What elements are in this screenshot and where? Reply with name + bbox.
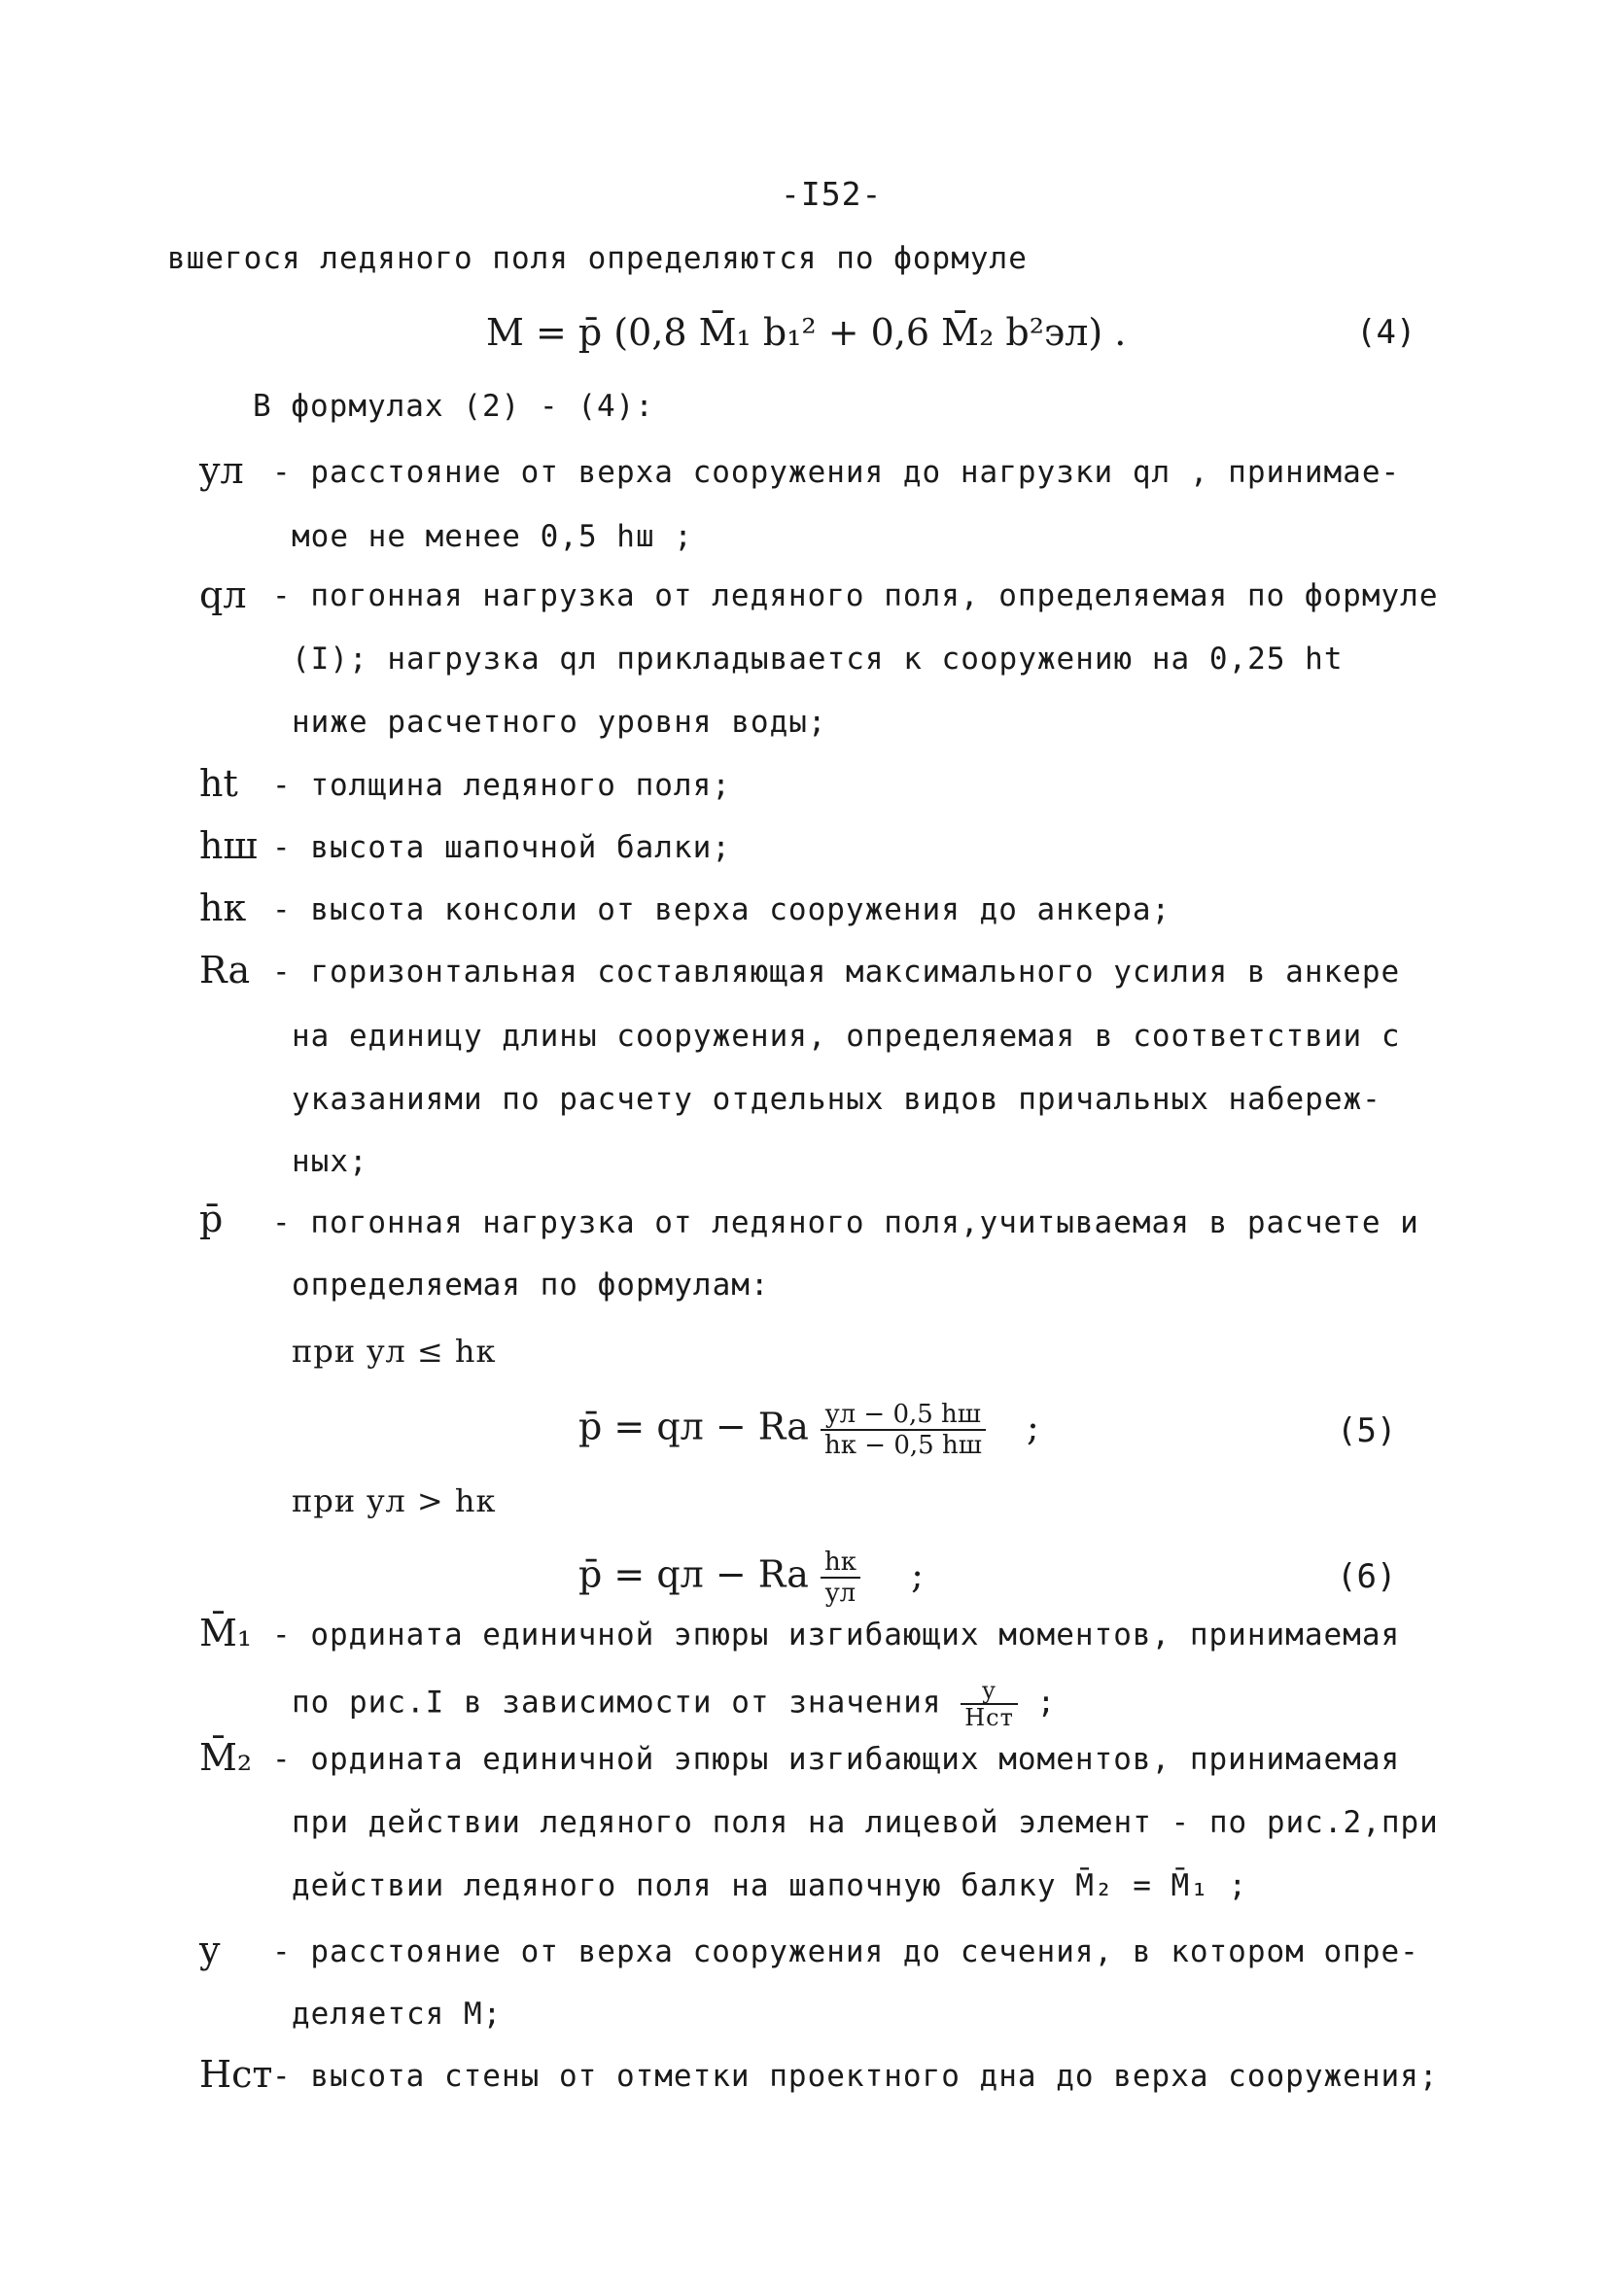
symbol-r-a: Ra bbox=[199, 949, 251, 991]
def-h-k: - высота консоли от верха сооружения до анкера; bbox=[272, 892, 1171, 927]
formula-4: M = p̄ (0,8 M̄₁ b₁² + 0,6 M̄₂ b²эл) . bbox=[486, 311, 1127, 354]
formula-6-tail: ; bbox=[911, 1552, 924, 1596]
def-y-l-line2: мое не менее 0,5 hш ; bbox=[292, 519, 693, 554]
symbol-h-sh: hш bbox=[199, 824, 258, 867]
formula-5-fraction bbox=[821, 1400, 986, 1460]
condition-6: при yл > hк bbox=[292, 1482, 497, 1519]
def-m1-fraction-num: y bbox=[961, 1678, 1018, 1705]
def-h-st: - высота стены от отметки проектного дна до верха сооружения; bbox=[272, 2059, 1439, 2094]
intro-line: вшегося ледяного поля определяются по формуле bbox=[167, 241, 1028, 276]
symbol-m1-bar: M̄₁ bbox=[199, 1612, 253, 1654]
formula-5-tail: ; bbox=[1026, 1405, 1039, 1448]
symbol-q-l: qл bbox=[199, 574, 247, 616]
def-m1-tail: ; bbox=[1036, 1685, 1057, 1721]
def-m2-line2: при действии ледяного поля на лицевой элемент - по рис.2,при bbox=[292, 1805, 1439, 1840]
formula-6-denominator: yл bbox=[824, 1579, 856, 1608]
def-h-sh: - высота шапочной балки; bbox=[272, 830, 731, 865]
symbol-y-l: yл bbox=[199, 449, 244, 492]
condition-5: при yл ≤ hк bbox=[292, 1333, 497, 1370]
def-r-a-line2: на единицу длины сооружения, определяемая в соответствии с bbox=[292, 1019, 1401, 1054]
def-m2-line1: - ордината единичной эпюры изгибающих моментов, принимаемая bbox=[272, 1742, 1401, 1777]
def-p-bar-line2: определяемая по формулам: bbox=[292, 1268, 770, 1303]
formula-5-lhs: p̄ = qл − Ra bbox=[578, 1405, 809, 1448]
formula-6-numerator: hк bbox=[821, 1548, 860, 1579]
def-h-t: - толщина ледяного поля; bbox=[272, 768, 731, 803]
formula-6-number: (6) bbox=[1337, 1557, 1397, 1596]
def-m1-line2-text: по рис.I в зависимости от значения bbox=[292, 1685, 942, 1721]
def-y-line2: деляется M; bbox=[292, 1997, 503, 2032]
formula-6-lhs: p̄ = qл − Ra bbox=[578, 1552, 809, 1596]
symbol-p-bar: p̄ bbox=[199, 1198, 224, 1240]
formula-5-number: (5) bbox=[1337, 1411, 1397, 1450]
def-m1-line1: - ордината единичной эпюры изгибающих моментов, принимаемая bbox=[272, 1618, 1401, 1652]
def-r-a-line1: - горизонтальная составляющая максимального усилия в анкере bbox=[272, 955, 1401, 990]
def-y-l-line1: - расстояние от верха сооружения до нагрузки qл , принимае- bbox=[272, 455, 1401, 490]
def-r-a-line4: ных; bbox=[292, 1144, 368, 1179]
def-q-l-line1: - погонная нагрузка от ледяного поля, определяемая по формуле bbox=[272, 578, 1439, 613]
def-q-l-line3: ниже расчетного уровня воды; bbox=[292, 705, 827, 740]
formula-5-numerator: yл − 0,5 hш bbox=[821, 1400, 986, 1431]
def-r-a-line3: указаниями по расчету отдельных видов причальных набереж- bbox=[292, 1082, 1381, 1117]
def-y-line1: - расстояние от верха сооружения до сечения, в котором опре- bbox=[272, 1934, 1419, 1969]
symbol-y: y bbox=[199, 1929, 221, 1971]
symbol-h-k: hк bbox=[199, 887, 247, 929]
symbol-m2-bar: M̄₂ bbox=[199, 1736, 253, 1779]
def-m1-line2 bbox=[292, 1678, 1056, 1730]
in-formulas-line: В формулах (2) - (4): bbox=[253, 389, 654, 424]
formula-6-fraction bbox=[821, 1548, 860, 1608]
formula-5-denominator: hк − 0,5 hш bbox=[824, 1431, 982, 1460]
def-m2-line3: действии ледяного поля на шапочную балку M̄₂ = M̄₁ ; bbox=[292, 1868, 1248, 1903]
symbol-h-t: ht bbox=[199, 762, 238, 805]
def-m1-fraction bbox=[961, 1678, 1018, 1730]
formula-6 bbox=[578, 1548, 924, 1608]
def-p-bar-line1: - погонная нагрузка от ледяного поля,учитываемая в расчете и bbox=[272, 1205, 1419, 1240]
def-m1-fraction-den: Hст bbox=[964, 1704, 1014, 1731]
formula-5 bbox=[578, 1400, 1039, 1460]
page-number: -I52- bbox=[781, 175, 883, 213]
symbol-h-st: Hст bbox=[199, 2053, 273, 2096]
formula-4-number: (4) bbox=[1356, 313, 1416, 352]
def-q-l-line2: (I); нагрузка qл прикладывается к сооружению на 0,25 ht bbox=[292, 642, 1344, 677]
